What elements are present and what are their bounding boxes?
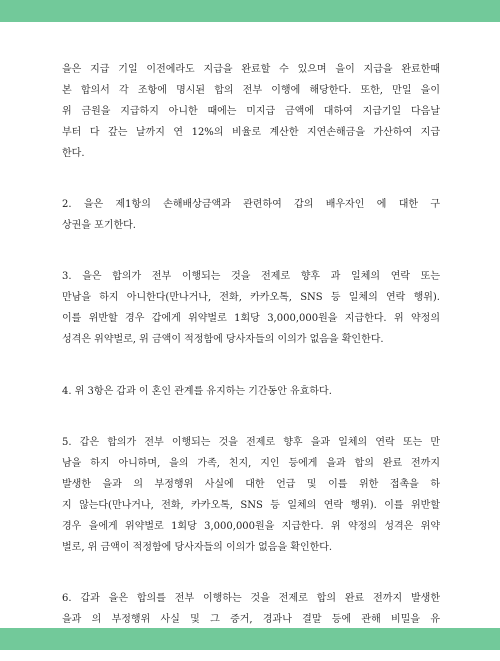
text-line: 4. 위 3항은 갑과 이 혼인 관계를 유지하는 기간동안 유효하다. (62, 385, 332, 397)
top-accent-band (0, 0, 500, 22)
text-line: 을과 의 부정행위 사실 및 그 증거, 경과나 결말 등에 관해 비밀을 유 (62, 613, 440, 625)
text-line: 3. 을은 합의가 전부 이행되는 것을 전제로 향후 과 일체의 연락 또는 (62, 271, 440, 283)
text-line: 부터 다 갚는 날까지 연 12%의 비율로 계산한 지연손해금을 가산하여 지급 (62, 126, 440, 138)
paragraph-2 (62, 195, 440, 237)
text-line: 한다. (62, 147, 85, 159)
paragraph-4 (62, 382, 440, 403)
paragraph-1-continued (62, 60, 440, 164)
text-line: 이를 위반할 경우 갑에게 위약벌로 1회당 3,000,000원을 지급한다. 위 약정의 (62, 313, 440, 325)
text-line: 상권을 포기한다. (62, 219, 136, 231)
text-line: 남을 하지 아니하며, 을의 가족, 친지, 지인 등에게 을과 합의 완료 전까지 (62, 457, 440, 469)
text-line: 본 합의서 각 조항에 명시된 합의 전부 이행에 해당한다. 또한, 만일 을이 (62, 84, 440, 96)
text-line: 지 않는다(만나거나, 전화, 카카오톡, SNS 등 일체의 연락 행위). 이를 위반할 (62, 499, 440, 511)
text-line: 경우 을에게 위약벌로 1회당 3,000,000원을 지급한다. 위 약정의 성격은 위약 (62, 520, 440, 532)
text-line: 벌로, 위 금액이 적정함에 당사자들의 이의가 없음을 확인한다. (62, 541, 333, 553)
paragraph-6 (62, 589, 440, 631)
paragraph-5 (62, 433, 440, 558)
text-line: 5. 갑은 합의가 전부 이행되는 것을 전제로 향후 을과 일체의 연락 또는 만 (62, 437, 440, 449)
text-line: 6. 갑과 을은 합의를 전부 이행하는 것을 전제로 합의 완료 전까지 발생한 (62, 593, 440, 604)
bottom-accent-band (0, 628, 500, 650)
text-line: 위 금원을 지급하지 아니한 때에는 미지급 금액에 대하여 지급기일 다음날 (62, 105, 440, 117)
document-body (62, 60, 440, 661)
paragraph-3 (62, 267, 440, 351)
text-line: 발생한 을과 의 부정행위 사실에 대한 언급 및 이를 위한 접촉을 하 (62, 478, 440, 490)
text-line: 2. 을은 제1항의 손해배상금액과 관련하여 갑의 배우자인 에 대한 구 (62, 199, 440, 211)
text-line: 만남을 하지 아니한다(만나거나, 전화, 카카오톡, SNS 등 일체의 연락 행위). (62, 292, 440, 304)
text-line: 을은 지급 기일 이전에라도 지급을 완료할 수 있으며 을이 지급을 완료한때 (62, 64, 440, 75)
text-line: 성격은 위약벌로, 위 금액이 적정함에 당사자들의 이의가 없음을 확인한다. (62, 334, 384, 346)
